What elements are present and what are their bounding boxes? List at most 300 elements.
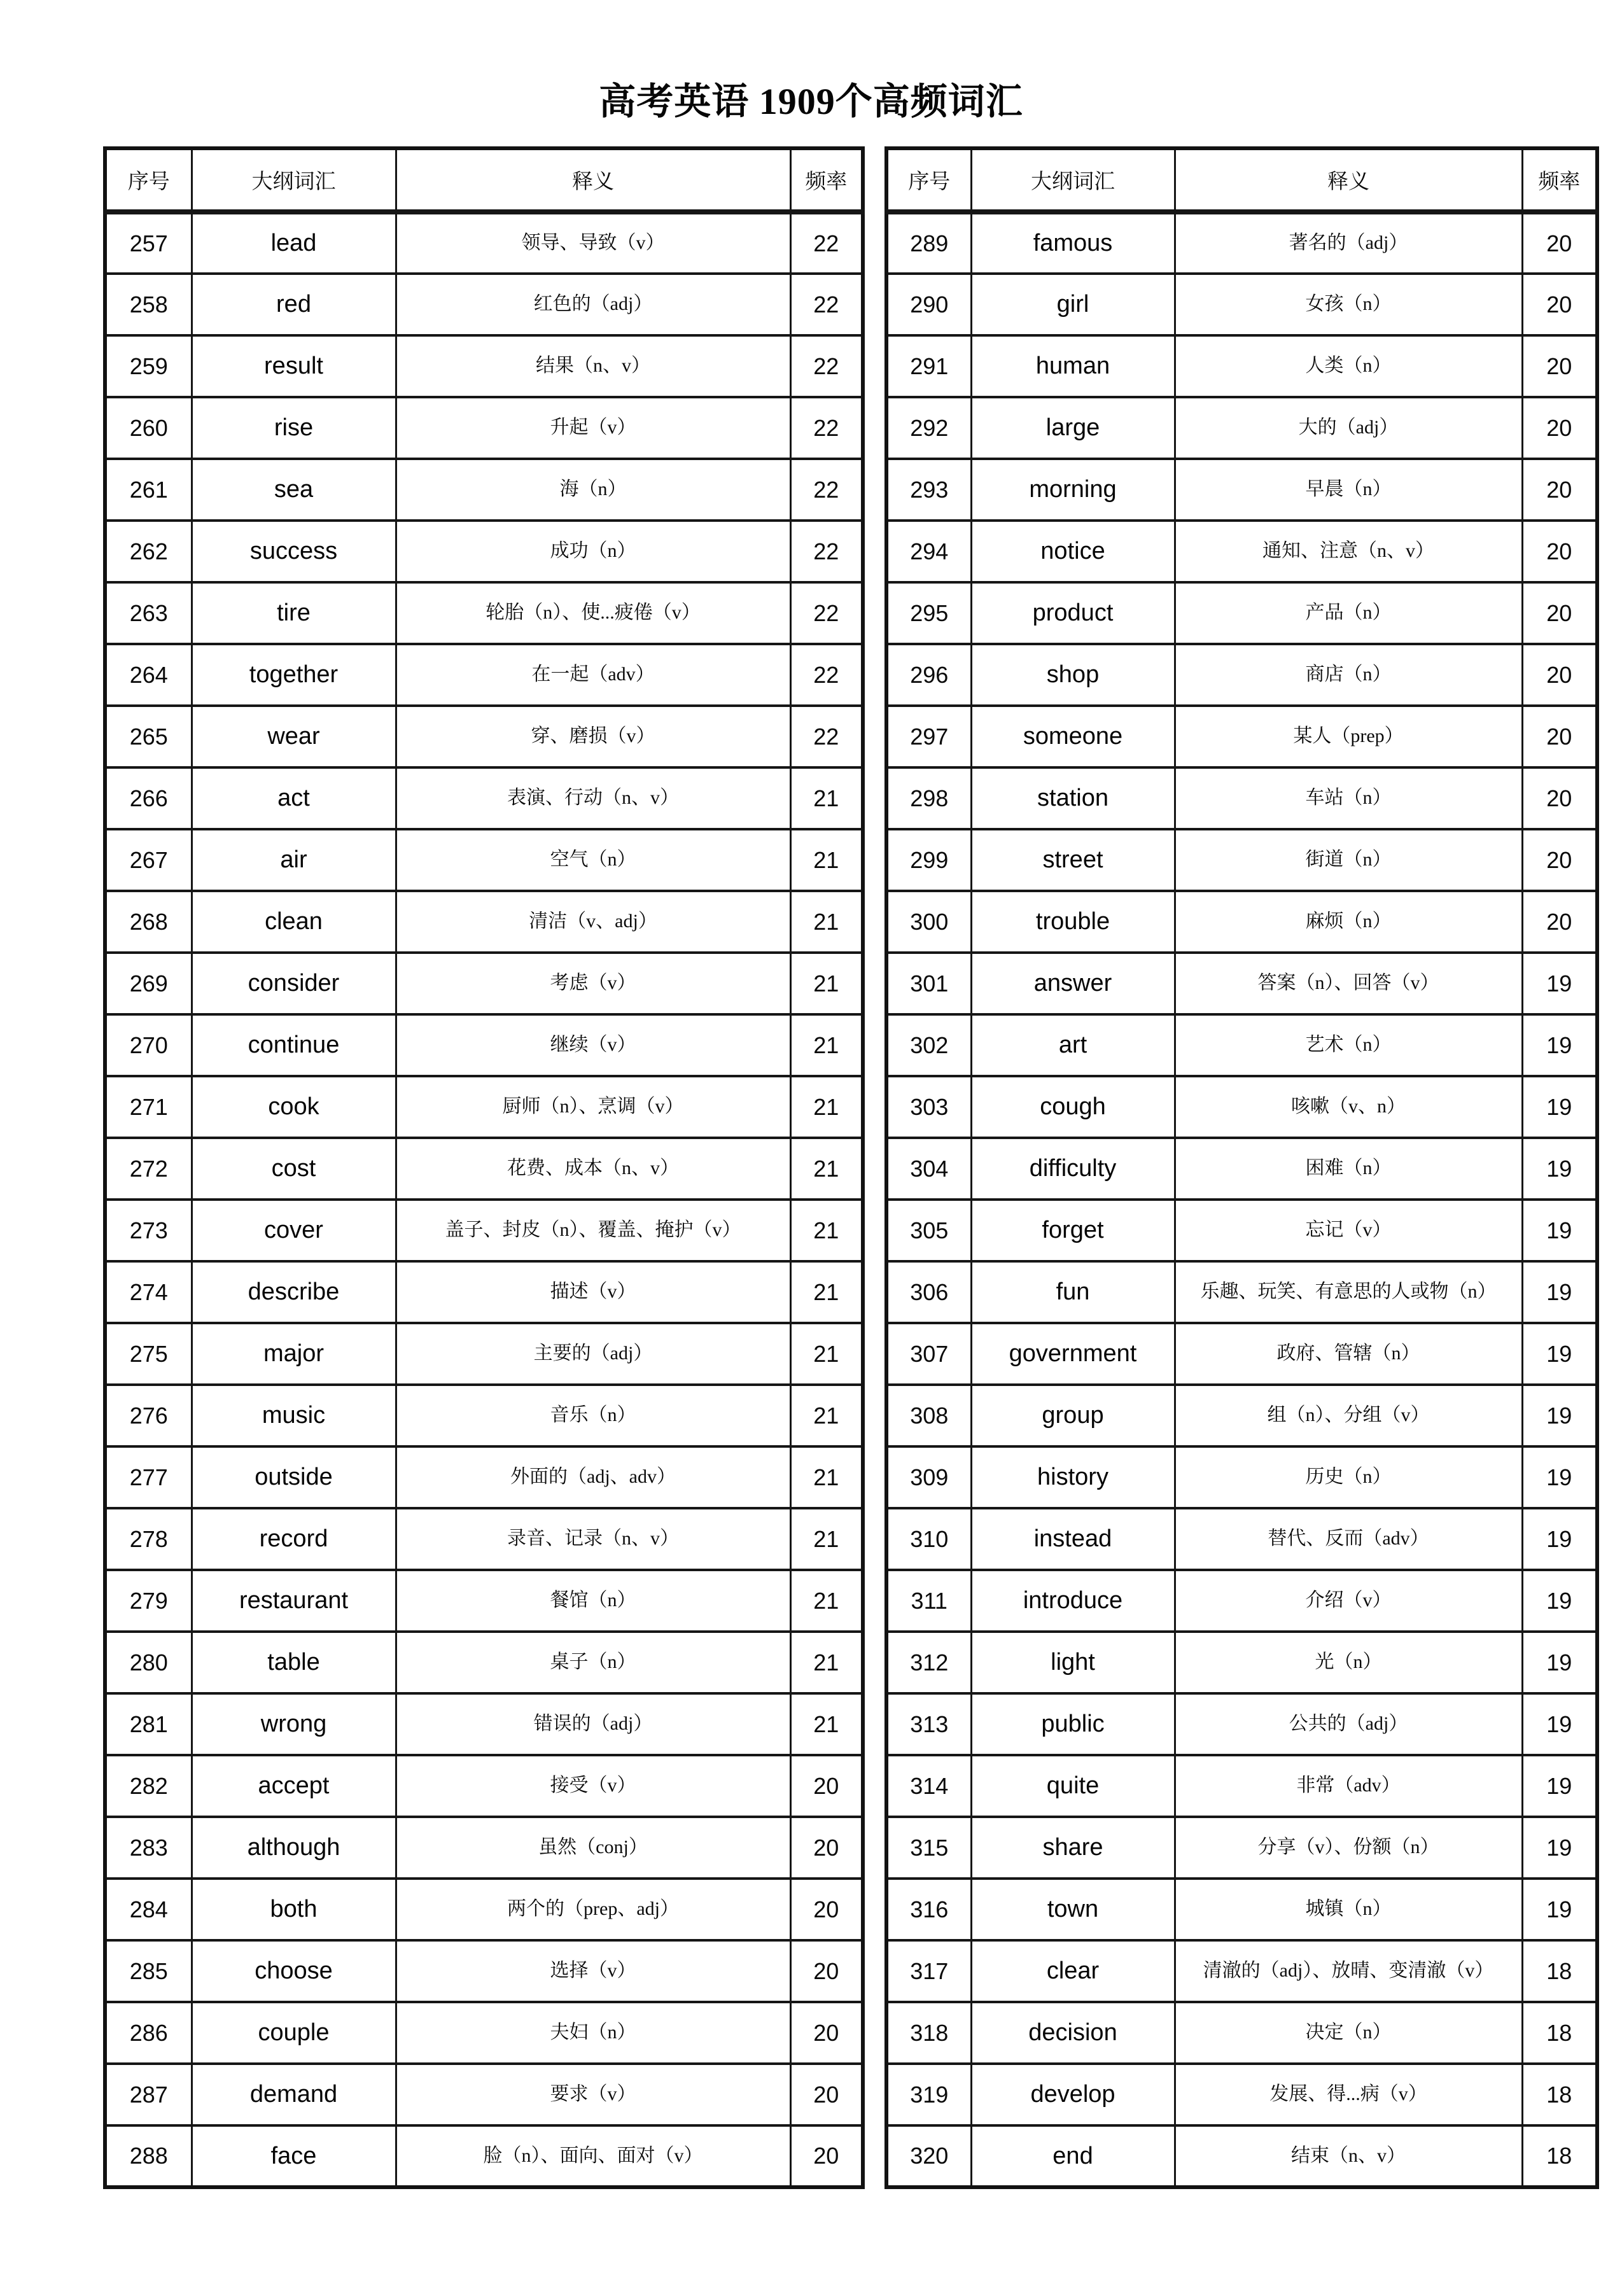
frequency-cell: 19 bbox=[1522, 1570, 1597, 1632]
vocab-row bbox=[886, 1200, 1597, 1261]
word-cell: cost bbox=[192, 1138, 396, 1200]
vocab-row bbox=[886, 1693, 1597, 1755]
row-number-cell: 263 bbox=[105, 582, 192, 644]
definition-cell: 大的（adj） bbox=[1175, 397, 1522, 459]
frequency-cell: 21 bbox=[790, 1076, 863, 1138]
row-number-cell: 274 bbox=[105, 1261, 192, 1323]
word-cell: share bbox=[971, 1817, 1175, 1879]
row-number-cell: 270 bbox=[105, 1014, 192, 1076]
row-number-cell: 269 bbox=[105, 953, 192, 1014]
row-number-cell: 275 bbox=[105, 1323, 192, 1385]
row-number-cell: 304 bbox=[886, 1138, 971, 1200]
definition-cell: 政府、管辖（n） bbox=[1175, 1323, 1522, 1385]
frequency-cell: 19 bbox=[1522, 1755, 1597, 1817]
frequency-cell: 19 bbox=[1522, 1138, 1597, 1200]
vocab-row bbox=[105, 1200, 863, 1261]
word-cell: cook bbox=[192, 1076, 396, 1138]
vocab-row bbox=[105, 1940, 863, 2002]
row-number-cell: 280 bbox=[105, 1632, 192, 1693]
row-number-cell: 318 bbox=[886, 2002, 971, 2064]
vocab-row bbox=[105, 891, 863, 953]
frequency-cell: 21 bbox=[790, 1014, 863, 1076]
word-cell: table bbox=[192, 1632, 396, 1693]
word-cell: result bbox=[192, 335, 396, 397]
definition-cell: 海（n） bbox=[396, 459, 790, 521]
frequency-cell: 22 bbox=[790, 582, 863, 644]
frequency-cell: 21 bbox=[790, 891, 863, 953]
frequency-cell: 20 bbox=[1522, 829, 1597, 891]
definition-cell: 历史（n） bbox=[1175, 1446, 1522, 1508]
vocab-row bbox=[105, 1446, 863, 1508]
row-number-cell: 308 bbox=[886, 1385, 971, 1446]
definition-cell: 考虑（v） bbox=[396, 953, 790, 1014]
row-number-cell: 285 bbox=[105, 1940, 192, 2002]
frequency-cell: 21 bbox=[790, 1632, 863, 1693]
vocab-row bbox=[105, 2064, 863, 2125]
vocab-row bbox=[105, 1138, 863, 1200]
vocab-row bbox=[105, 1817, 863, 1879]
vocab-row bbox=[105, 1323, 863, 1385]
vocab-row bbox=[886, 2064, 1597, 2125]
row-number-cell: 299 bbox=[886, 829, 971, 891]
frequency-cell: 18 bbox=[1522, 2064, 1597, 2125]
definition-cell: 表演、行动（n、v） bbox=[396, 767, 790, 829]
row-number-cell: 273 bbox=[105, 1200, 192, 1261]
frequency-cell: 22 bbox=[790, 397, 863, 459]
word-cell: clear bbox=[971, 1940, 1175, 2002]
word-cell: success bbox=[192, 521, 396, 582]
word-cell: morning bbox=[971, 459, 1175, 521]
row-number-cell: 311 bbox=[886, 1570, 971, 1632]
frequency-cell: 20 bbox=[1522, 212, 1597, 274]
vocab-row bbox=[886, 1879, 1597, 1940]
vocab-row bbox=[886, 397, 1597, 459]
definition-cell: 商店（n） bbox=[1175, 644, 1522, 706]
definition-cell: 主要的（adj） bbox=[396, 1323, 790, 1385]
vocab-row bbox=[105, 397, 863, 459]
vocab-row bbox=[105, 1076, 863, 1138]
vocab-table-right bbox=[884, 146, 1599, 2189]
frequency-cell: 19 bbox=[1522, 953, 1597, 1014]
word-cell: history bbox=[971, 1446, 1175, 1508]
vocab-row bbox=[105, 1570, 863, 1632]
row-number-cell: 303 bbox=[886, 1076, 971, 1138]
row-number-cell: 261 bbox=[105, 459, 192, 521]
row-number-cell: 266 bbox=[105, 767, 192, 829]
definition-cell: 介绍（v） bbox=[1175, 1570, 1522, 1632]
row-number-cell: 281 bbox=[105, 1693, 192, 1755]
definition-cell: 街道（n） bbox=[1175, 829, 1522, 891]
definition-cell: 要求（v） bbox=[396, 2064, 790, 2125]
header-cell-definition: 释义 bbox=[396, 148, 790, 212]
word-cell: sea bbox=[192, 459, 396, 521]
frequency-cell: 21 bbox=[790, 1261, 863, 1323]
word-cell: both bbox=[192, 1879, 396, 1940]
vocab-row bbox=[105, 953, 863, 1014]
word-cell: continue bbox=[192, 1014, 396, 1076]
frequency-cell: 20 bbox=[790, 1879, 863, 1940]
word-cell: wear bbox=[192, 706, 396, 767]
definition-cell: 非常（adv） bbox=[1175, 1755, 1522, 1817]
frequency-cell: 19 bbox=[1522, 1261, 1597, 1323]
row-number-cell: 287 bbox=[105, 2064, 192, 2125]
definition-cell: 桌子（n） bbox=[396, 1632, 790, 1693]
word-cell: describe bbox=[192, 1261, 396, 1323]
row-number-cell: 265 bbox=[105, 706, 192, 767]
vocab-row bbox=[105, 706, 863, 767]
word-cell: choose bbox=[192, 1940, 396, 2002]
word-cell: cover bbox=[192, 1200, 396, 1261]
word-cell: face bbox=[192, 2125, 396, 2187]
frequency-cell: 22 bbox=[790, 335, 863, 397]
row-number-cell: 298 bbox=[886, 767, 971, 829]
definition-cell: 选择（v） bbox=[396, 1940, 790, 2002]
vocab-row bbox=[886, 1323, 1597, 1385]
frequency-cell: 21 bbox=[790, 767, 863, 829]
row-number-cell: 260 bbox=[105, 397, 192, 459]
definition-cell: 错误的（adj） bbox=[396, 1693, 790, 1755]
definition-cell: 两个的（prep、adj） bbox=[396, 1879, 790, 1940]
word-cell: accept bbox=[192, 1755, 396, 1817]
definition-cell: 穿、磨损（v） bbox=[396, 706, 790, 767]
definition-cell: 夫妇（n） bbox=[396, 2002, 790, 2064]
word-cell: station bbox=[971, 767, 1175, 829]
definition-cell: 咳嗽（v、n） bbox=[1175, 1076, 1522, 1138]
row-number-cell: 316 bbox=[886, 1879, 971, 1940]
word-cell: air bbox=[192, 829, 396, 891]
vocab-row bbox=[886, 1817, 1597, 1879]
word-cell: demand bbox=[192, 2064, 396, 2125]
vocab-row bbox=[105, 829, 863, 891]
frequency-cell: 19 bbox=[1522, 1323, 1597, 1385]
word-cell: cough bbox=[971, 1076, 1175, 1138]
vocab-row bbox=[886, 891, 1597, 953]
frequency-cell: 21 bbox=[790, 1693, 863, 1755]
frequency-cell: 20 bbox=[790, 1755, 863, 1817]
definition-cell: 光（n） bbox=[1175, 1632, 1522, 1693]
frequency-cell: 20 bbox=[790, 1817, 863, 1879]
word-cell: end bbox=[971, 2125, 1175, 2187]
vocab-row bbox=[886, 953, 1597, 1014]
word-cell: notice bbox=[971, 521, 1175, 582]
definition-cell: 公共的（adj） bbox=[1175, 1693, 1522, 1755]
definition-cell: 外面的（adj、adv） bbox=[396, 1446, 790, 1508]
definition-cell: 清洁（v、adj） bbox=[396, 891, 790, 953]
vocab-row bbox=[886, 1076, 1597, 1138]
definition-cell: 领导、导致（v） bbox=[396, 212, 790, 274]
vocab-row bbox=[886, 767, 1597, 829]
frequency-cell: 20 bbox=[790, 2125, 863, 2187]
vocab-row bbox=[886, 521, 1597, 582]
frequency-cell: 21 bbox=[790, 1570, 863, 1632]
row-number-cell: 283 bbox=[105, 1817, 192, 1879]
frequency-cell: 20 bbox=[1522, 397, 1597, 459]
vocab-row bbox=[886, 582, 1597, 644]
frequency-cell: 20 bbox=[1522, 582, 1597, 644]
row-number-cell: 301 bbox=[886, 953, 971, 1014]
definition-cell: 厨师（n）、烹调（v） bbox=[396, 1076, 790, 1138]
vocab-row bbox=[886, 212, 1597, 274]
vocab-row bbox=[886, 1632, 1597, 1693]
definition-cell: 人类（n） bbox=[1175, 335, 1522, 397]
definition-cell: 女孩（n） bbox=[1175, 274, 1522, 335]
definition-cell: 组（n）、分组（v） bbox=[1175, 1385, 1522, 1446]
word-cell: fun bbox=[971, 1261, 1175, 1323]
word-cell: art bbox=[971, 1014, 1175, 1076]
definition-cell: 成功（n） bbox=[396, 521, 790, 582]
vocab-row bbox=[886, 1755, 1597, 1817]
frequency-cell: 19 bbox=[1522, 1817, 1597, 1879]
definition-cell: 通知、注意（n、v） bbox=[1175, 521, 1522, 582]
definition-cell: 答案（n）、回答（v） bbox=[1175, 953, 1522, 1014]
row-number-cell: 264 bbox=[105, 644, 192, 706]
vocab-row bbox=[886, 335, 1597, 397]
frequency-cell: 22 bbox=[790, 274, 863, 335]
frequency-cell: 19 bbox=[1522, 1632, 1597, 1693]
definition-cell: 在一起（adv） bbox=[396, 644, 790, 706]
word-cell: together bbox=[192, 644, 396, 706]
word-cell: light bbox=[971, 1632, 1175, 1693]
row-number-cell: 313 bbox=[886, 1693, 971, 1755]
word-cell: quite bbox=[971, 1755, 1175, 1817]
frequency-cell: 19 bbox=[1522, 1014, 1597, 1076]
row-number-cell: 267 bbox=[105, 829, 192, 891]
word-cell: tire bbox=[192, 582, 396, 644]
row-number-cell: 309 bbox=[886, 1446, 971, 1508]
definition-cell: 轮胎（n）、使...疲倦（v） bbox=[396, 582, 790, 644]
word-cell: someone bbox=[971, 706, 1175, 767]
definition-cell: 音乐（n） bbox=[396, 1385, 790, 1446]
frequency-cell: 22 bbox=[790, 212, 863, 274]
row-number-cell: 319 bbox=[886, 2064, 971, 2125]
vocab-row bbox=[105, 582, 863, 644]
row-number-cell: 291 bbox=[886, 335, 971, 397]
frequency-cell: 20 bbox=[1522, 644, 1597, 706]
row-number-cell: 282 bbox=[105, 1755, 192, 1817]
word-cell: town bbox=[971, 1879, 1175, 1940]
frequency-cell: 21 bbox=[790, 1138, 863, 1200]
header-row-left bbox=[105, 148, 863, 212]
row-number-cell: 279 bbox=[105, 1570, 192, 1632]
word-cell: record bbox=[192, 1508, 396, 1570]
frequency-cell: 20 bbox=[1522, 706, 1597, 767]
frequency-cell: 19 bbox=[1522, 1508, 1597, 1570]
row-number-cell: 290 bbox=[886, 274, 971, 335]
vocab-row bbox=[886, 1138, 1597, 1200]
frequency-cell: 18 bbox=[1522, 2125, 1597, 2187]
vocab-row bbox=[886, 1570, 1597, 1632]
word-cell: couple bbox=[192, 2002, 396, 2064]
vocab-row bbox=[105, 1755, 863, 1817]
word-cell: act bbox=[192, 767, 396, 829]
word-cell: introduce bbox=[971, 1570, 1175, 1632]
word-cell: difficulty bbox=[971, 1138, 1175, 1200]
definition-cell: 发展、得...病（v） bbox=[1175, 2064, 1522, 2125]
definition-cell: 产品（n） bbox=[1175, 582, 1522, 644]
definition-cell: 结束（n、v） bbox=[1175, 2125, 1522, 2187]
row-number-cell: 314 bbox=[886, 1755, 971, 1817]
frequency-cell: 22 bbox=[790, 706, 863, 767]
row-number-cell: 305 bbox=[886, 1200, 971, 1261]
header-cell-index: 序号 bbox=[105, 148, 192, 212]
frequency-cell: 19 bbox=[1522, 1446, 1597, 1508]
definition-cell: 分享（v）、份额（n） bbox=[1175, 1817, 1522, 1879]
vocab-row bbox=[105, 1693, 863, 1755]
row-number-cell: 278 bbox=[105, 1508, 192, 1570]
definition-cell: 艺术（n） bbox=[1175, 1014, 1522, 1076]
definition-cell: 餐馆（n） bbox=[396, 1570, 790, 1632]
frequency-cell: 19 bbox=[1522, 1879, 1597, 1940]
definition-cell: 某人（prep） bbox=[1175, 706, 1522, 767]
header-cell-word: 大纲词汇 bbox=[971, 148, 1175, 212]
word-cell: shop bbox=[971, 644, 1175, 706]
definition-cell: 盖子、封皮（n）、覆盖、掩护（v） bbox=[396, 1200, 790, 1261]
frequency-cell: 21 bbox=[790, 1323, 863, 1385]
row-number-cell: 306 bbox=[886, 1261, 971, 1323]
vocab-table-right-body bbox=[886, 212, 1597, 2187]
header-row-right bbox=[886, 148, 1597, 212]
vocab-row bbox=[105, 212, 863, 274]
definition-cell: 花费、成本（n、v） bbox=[396, 1138, 790, 1200]
word-cell: decision bbox=[971, 2002, 1175, 2064]
definition-cell: 城镇（n） bbox=[1175, 1879, 1522, 1940]
vocab-table-left bbox=[103, 146, 865, 2189]
row-number-cell: 293 bbox=[886, 459, 971, 521]
vocab-row bbox=[105, 1879, 863, 1940]
row-number-cell: 268 bbox=[105, 891, 192, 953]
definition-cell: 麻烦（n） bbox=[1175, 891, 1522, 953]
vocab-row bbox=[105, 335, 863, 397]
word-cell: girl bbox=[971, 274, 1175, 335]
header-cell-frequency: 频率 bbox=[790, 148, 863, 212]
row-number-cell: 272 bbox=[105, 1138, 192, 1200]
frequency-cell: 22 bbox=[790, 644, 863, 706]
frequency-cell: 19 bbox=[1522, 1385, 1597, 1446]
definition-cell: 困难（n） bbox=[1175, 1138, 1522, 1200]
row-number-cell: 262 bbox=[105, 521, 192, 582]
word-cell: large bbox=[971, 397, 1175, 459]
frequency-cell: 21 bbox=[790, 1446, 863, 1508]
word-cell: government bbox=[971, 1323, 1175, 1385]
frequency-cell: 22 bbox=[790, 521, 863, 582]
frequency-cell: 21 bbox=[790, 1200, 863, 1261]
vocab-row bbox=[886, 829, 1597, 891]
vocab-row bbox=[105, 274, 863, 335]
frequency-cell: 19 bbox=[1522, 1693, 1597, 1755]
row-number-cell: 284 bbox=[105, 1879, 192, 1940]
definition-cell: 乐趣、玩笑、有意思的人或物（n） bbox=[1175, 1261, 1522, 1323]
row-number-cell: 257 bbox=[105, 212, 192, 274]
frequency-cell: 18 bbox=[1522, 2002, 1597, 2064]
vocab-row bbox=[886, 706, 1597, 767]
word-cell: product bbox=[971, 582, 1175, 644]
frequency-cell: 21 bbox=[790, 1385, 863, 1446]
vocab-table-left-body bbox=[105, 212, 863, 2187]
frequency-cell: 20 bbox=[1522, 521, 1597, 582]
row-number-cell: 288 bbox=[105, 2125, 192, 2187]
word-cell: answer bbox=[971, 953, 1175, 1014]
word-cell: consider bbox=[192, 953, 396, 1014]
vocab-row bbox=[886, 644, 1597, 706]
word-cell: group bbox=[971, 1385, 1175, 1446]
frequency-cell: 21 bbox=[790, 953, 863, 1014]
word-cell: clean bbox=[192, 891, 396, 953]
frequency-cell: 22 bbox=[790, 459, 863, 521]
word-cell: red bbox=[192, 274, 396, 335]
word-cell: although bbox=[192, 1817, 396, 1879]
row-number-cell: 294 bbox=[886, 521, 971, 582]
vocab-row bbox=[886, 1014, 1597, 1076]
definition-cell: 升起（v） bbox=[396, 397, 790, 459]
vocab-row bbox=[886, 2125, 1597, 2187]
definition-cell: 清澈的（adj）、放晴、变清澈（v） bbox=[1175, 1940, 1522, 2002]
frequency-cell: 19 bbox=[1522, 1200, 1597, 1261]
frequency-cell: 21 bbox=[790, 1508, 863, 1570]
vocab-row bbox=[886, 274, 1597, 335]
definition-cell: 替代、反而（adv） bbox=[1175, 1508, 1522, 1570]
row-number-cell: 296 bbox=[886, 644, 971, 706]
row-number-cell: 320 bbox=[886, 2125, 971, 2187]
word-cell: rise bbox=[192, 397, 396, 459]
frequency-cell: 20 bbox=[790, 2064, 863, 2125]
definition-cell: 脸（n）、面向、面对（v） bbox=[396, 2125, 790, 2187]
tables-container bbox=[103, 146, 1599, 2189]
header-cell-index: 序号 bbox=[886, 148, 971, 212]
vocab-row bbox=[105, 1632, 863, 1693]
word-cell: music bbox=[192, 1385, 396, 1446]
word-cell: public bbox=[971, 1693, 1175, 1755]
row-number-cell: 258 bbox=[105, 274, 192, 335]
vocab-row bbox=[886, 1385, 1597, 1446]
definition-cell: 决定（n） bbox=[1175, 2002, 1522, 2064]
word-cell: street bbox=[971, 829, 1175, 891]
definition-cell: 红色的（adj） bbox=[396, 274, 790, 335]
row-number-cell: 289 bbox=[886, 212, 971, 274]
vocab-row bbox=[886, 1446, 1597, 1508]
vocab-row bbox=[105, 1014, 863, 1076]
word-cell: trouble bbox=[971, 891, 1175, 953]
word-cell: famous bbox=[971, 212, 1175, 274]
vocab-row bbox=[105, 644, 863, 706]
word-cell: forget bbox=[971, 1200, 1175, 1261]
word-cell: human bbox=[971, 335, 1175, 397]
definition-cell: 早晨（n） bbox=[1175, 459, 1522, 521]
frequency-cell: 18 bbox=[1522, 1940, 1597, 2002]
row-number-cell: 271 bbox=[105, 1076, 192, 1138]
vocab-row bbox=[105, 2125, 863, 2187]
frequency-cell: 21 bbox=[790, 829, 863, 891]
row-number-cell: 286 bbox=[105, 2002, 192, 2064]
page-title: 高考英语 1909个高频词汇 bbox=[599, 81, 1023, 122]
row-number-cell: 315 bbox=[886, 1817, 971, 1879]
row-number-cell: 292 bbox=[886, 397, 971, 459]
word-cell: wrong bbox=[192, 1693, 396, 1755]
row-number-cell: 295 bbox=[886, 582, 971, 644]
definition-cell: 忘记（v） bbox=[1175, 1200, 1522, 1261]
word-cell: lead bbox=[192, 212, 396, 274]
word-cell: instead bbox=[971, 1508, 1175, 1570]
definition-cell: 描述（v） bbox=[396, 1261, 790, 1323]
word-cell: outside bbox=[192, 1446, 396, 1508]
row-number-cell: 297 bbox=[886, 706, 971, 767]
word-cell: develop bbox=[971, 2064, 1175, 2125]
row-number-cell: 277 bbox=[105, 1446, 192, 1508]
frequency-cell: 20 bbox=[1522, 459, 1597, 521]
word-cell: major bbox=[192, 1323, 396, 1385]
row-number-cell: 300 bbox=[886, 891, 971, 953]
vocab-row bbox=[886, 1261, 1597, 1323]
definition-cell: 虽然（conj） bbox=[396, 1817, 790, 1879]
